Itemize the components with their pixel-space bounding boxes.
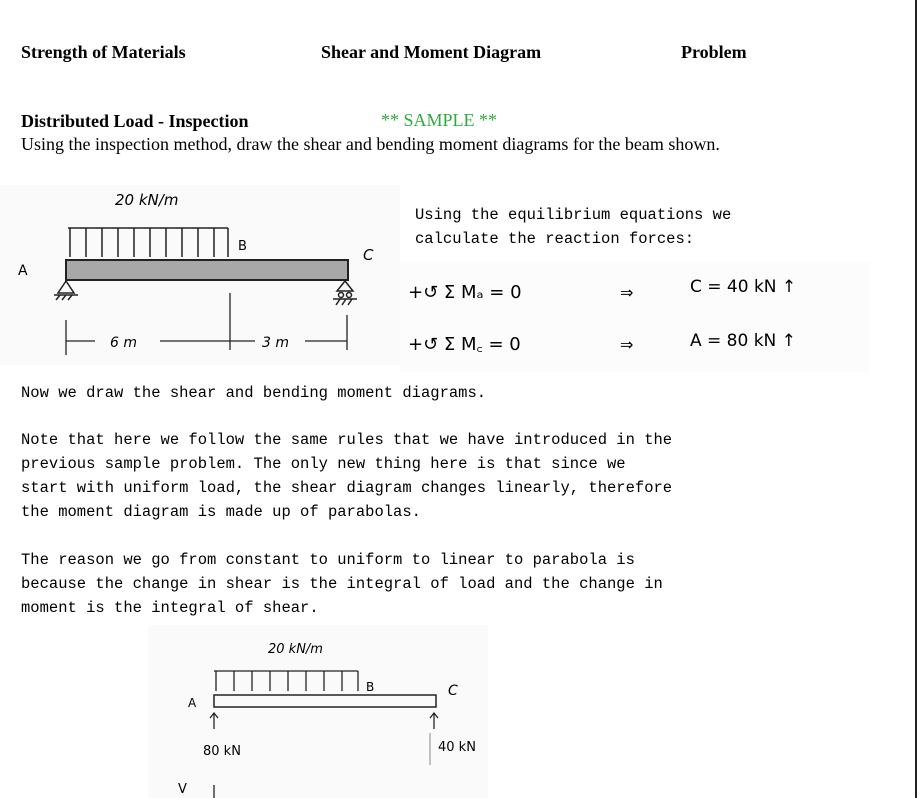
arrow-2: ⇒ xyxy=(620,335,634,354)
fbd-point-a-label: A xyxy=(188,696,197,710)
section-title: Distributed Load - Inspection xyxy=(21,111,249,131)
dimension-left-label: 6 m xyxy=(110,335,137,351)
shear-axis-label: V xyxy=(178,782,187,797)
fbd-load-label: 20 kN/m xyxy=(268,642,323,657)
paragraph-draw-diagrams: Now we draw the shear and bending moment diagrams. xyxy=(21,384,487,402)
sample-tag: ** SAMPLE ** xyxy=(381,110,498,130)
arrow-1: ⇒ xyxy=(620,283,634,302)
point-a-label: A xyxy=(18,263,28,279)
page-right-border xyxy=(915,0,917,798)
paragraph-reason: The reason we go from constant to uniform to linear to parabola is because the change in shear is the integral of load and the change in moment is the integral of shear. xyxy=(21,551,663,617)
reaction-a-result: A = 80 kN ↑ xyxy=(690,331,796,351)
reaction-c-result: C = 40 kN ↑ xyxy=(690,277,797,297)
header-course-title: Strength of Materials xyxy=(21,42,186,62)
moment-eq-c: +↺ Σ M꜀ = 0 xyxy=(408,334,521,355)
point-b-label: B xyxy=(238,239,247,254)
dimension-right-label: 3 m xyxy=(262,335,289,351)
free-body-figure xyxy=(148,625,488,798)
paragraph-rules: Note that here we follow the same rules that we have introduced in the previous sample problem. The only new thing here is that since we start with uniform load, the shear diagram changes linearly, therefore the moment diagram is made up of parabolas. xyxy=(21,431,673,521)
moment-eq-a: +↺ Σ Mₐ = 0 xyxy=(408,282,522,303)
fbd-reaction-c: 40 kN xyxy=(438,740,476,755)
problem-statement: Using the inspection method, draw the shear and bending moment diagrams for the beam shown. xyxy=(21,134,720,154)
point-c-label: C xyxy=(363,246,374,264)
beam-figure xyxy=(0,185,400,365)
header-page-type: Problem xyxy=(681,42,747,62)
header-topic-title: Shear and Moment Diagram xyxy=(321,42,542,62)
fbd-point-b-label: B xyxy=(366,680,375,694)
equilibrium-equations xyxy=(400,262,870,372)
fbd-reaction-a: 80 kN xyxy=(203,744,241,759)
equilibrium-intro: Using the equilibrium equations we calculate the reaction forces: xyxy=(415,206,732,248)
beam xyxy=(66,260,348,280)
fbd-point-c-label: C xyxy=(448,683,458,699)
load-label: 20 kN/m xyxy=(115,191,179,209)
